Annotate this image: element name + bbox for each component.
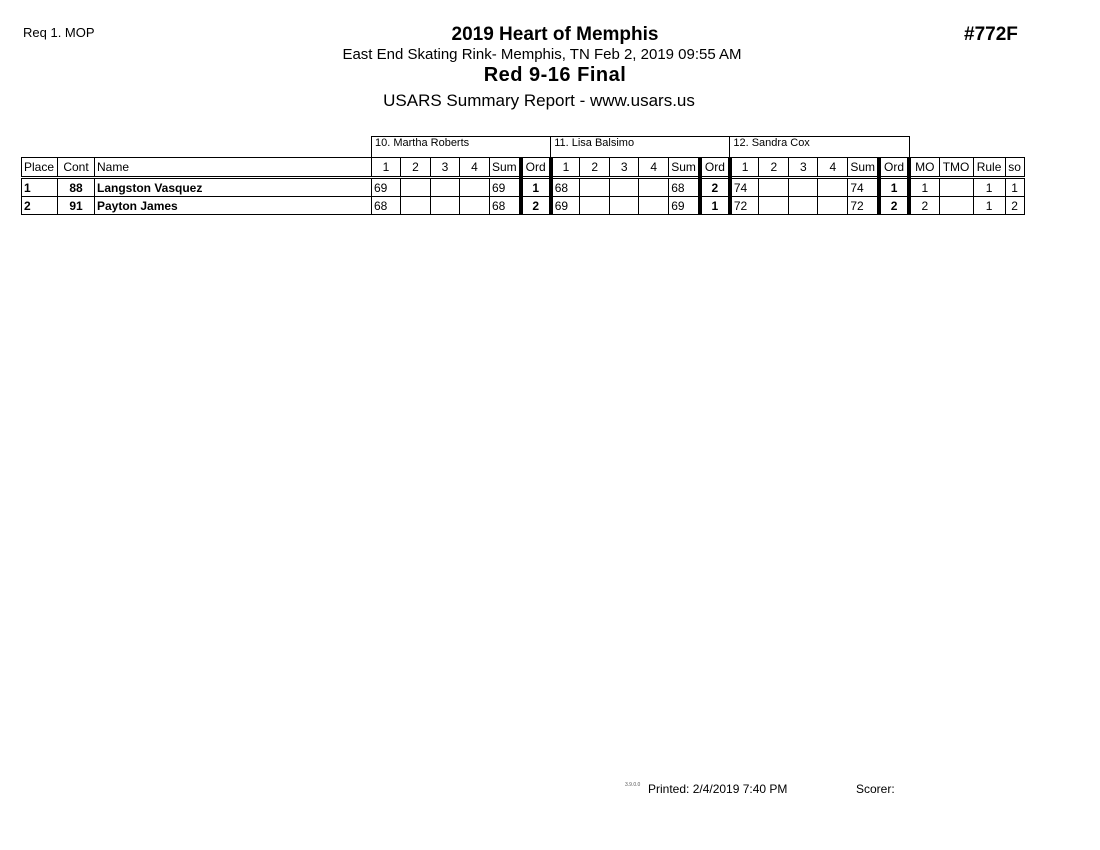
venue-date-line: East End Skating Rink- Memphis, TN Feb 2, 2019 09:55 AM xyxy=(342,46,742,63)
score xyxy=(580,178,610,197)
place: 2 xyxy=(22,197,58,215)
score xyxy=(610,178,639,197)
score xyxy=(401,178,431,197)
judge-11: 11. Lisa Balsimo xyxy=(551,137,730,158)
request-label: Req 1. MOP xyxy=(23,25,95,40)
col-j3-sum: Sum xyxy=(848,158,879,178)
summary-table xyxy=(21,136,1025,215)
col-j2-s4: 4 xyxy=(639,158,669,178)
place: 1 xyxy=(22,178,58,197)
ordinal: 2 xyxy=(700,178,730,197)
col-so: so xyxy=(1005,158,1024,178)
version-label: 3.9.0.0 xyxy=(625,782,641,788)
col-j1-s1: 1 xyxy=(372,158,401,178)
col-j3-ord: Ord xyxy=(879,158,909,178)
scorer-label: Scorer: xyxy=(856,782,895,796)
skater-name: Payton James xyxy=(95,197,372,215)
col-place: Place xyxy=(22,158,58,178)
competition-title: 2019 Heart of Memphis xyxy=(451,24,659,45)
col-rule: Rule xyxy=(973,158,1005,178)
score: 74 xyxy=(730,178,759,197)
ordinal: 1 xyxy=(700,197,730,215)
score xyxy=(580,197,610,215)
rule: 1 xyxy=(973,197,1005,215)
score xyxy=(460,178,490,197)
col-j1-s2: 2 xyxy=(401,158,431,178)
ordinal: 1 xyxy=(879,178,909,197)
tmo xyxy=(939,178,973,197)
score xyxy=(460,197,490,215)
sum: 69 xyxy=(490,178,521,197)
score xyxy=(759,178,789,197)
event-code: #772F xyxy=(964,24,1018,45)
sum: 69 xyxy=(669,197,700,215)
score: 68 xyxy=(372,197,401,215)
score xyxy=(759,197,789,215)
ordinal: 2 xyxy=(521,197,551,215)
score xyxy=(818,197,848,215)
col-j3-s4: 4 xyxy=(818,158,848,178)
score: 68 xyxy=(551,178,580,197)
score: 72 xyxy=(730,197,759,215)
score xyxy=(789,197,818,215)
mo: 2 xyxy=(909,197,939,215)
report-title: USARS Summary Report - www.usars.us xyxy=(383,91,695,110)
skater-name: Langston Vasquez xyxy=(95,178,372,197)
so: 1 xyxy=(1005,178,1024,197)
sum: 68 xyxy=(490,197,521,215)
score xyxy=(789,178,818,197)
col-mo: MO xyxy=(909,158,939,178)
cont: 88 xyxy=(58,178,95,197)
col-j1-s3: 3 xyxy=(431,158,460,178)
score xyxy=(639,178,669,197)
sum: 74 xyxy=(848,178,879,197)
col-j2-s2: 2 xyxy=(580,158,610,178)
score xyxy=(639,197,669,215)
col-name: Name xyxy=(95,158,372,178)
col-j3-s2: 2 xyxy=(759,158,789,178)
score xyxy=(818,178,848,197)
col-tmo: TMO xyxy=(939,158,973,178)
score: 69 xyxy=(372,178,401,197)
event-name: Red 9-16 Final xyxy=(483,64,627,86)
judge-header-row xyxy=(22,137,1025,158)
judge-10: 10. Martha Roberts xyxy=(372,137,551,158)
col-cont: Cont xyxy=(58,158,95,178)
ordinal: 1 xyxy=(521,178,551,197)
col-j3-s1: 1 xyxy=(730,158,759,178)
col-j2-sum: Sum xyxy=(669,158,700,178)
column-header-row xyxy=(22,158,1025,178)
col-j3-s3: 3 xyxy=(789,158,818,178)
printed-timestamp: Printed: 2/4/2019 7:40 PM xyxy=(648,782,788,796)
score xyxy=(610,197,639,215)
judge-12: 12. Sandra Cox xyxy=(730,137,909,158)
col-j1-ord: Ord xyxy=(521,158,551,178)
table-row xyxy=(22,197,1025,215)
score xyxy=(401,197,431,215)
col-j2-s3: 3 xyxy=(610,158,639,178)
tmo xyxy=(939,197,973,215)
sum: 72 xyxy=(848,197,879,215)
col-j1-s4: 4 xyxy=(460,158,490,178)
rule: 1 xyxy=(973,178,1005,197)
score xyxy=(431,197,460,215)
col-j2-s1: 1 xyxy=(551,158,580,178)
table-row xyxy=(22,178,1025,197)
cont: 91 xyxy=(58,197,95,215)
score xyxy=(431,178,460,197)
mo: 1 xyxy=(909,178,939,197)
score: 69 xyxy=(551,197,580,215)
col-j1-sum: Sum xyxy=(490,158,521,178)
col-j2-ord: Ord xyxy=(700,158,730,178)
sum: 68 xyxy=(669,178,700,197)
so: 2 xyxy=(1005,197,1024,215)
ordinal: 2 xyxy=(879,197,909,215)
